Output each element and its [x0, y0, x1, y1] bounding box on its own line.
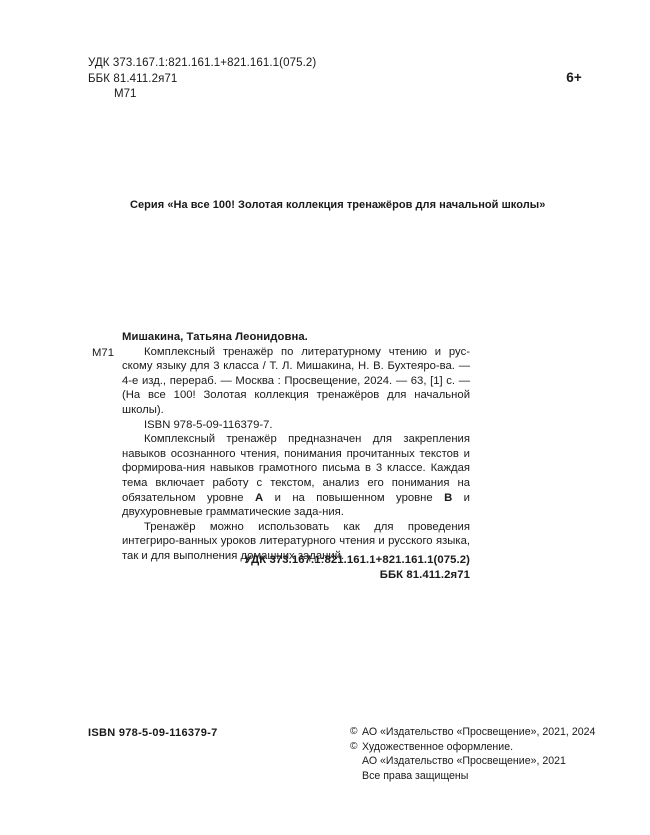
record-description: Комплексный тренажёр по литературному чтению и рус-скому языку для 3 класса / Т. Л. Мишакина, Н. В. Бухтеяро-ва. — 4-е изд., перераб. — Москва : Просвещение, 2024. — 63, [1] с. — (На все 100! Золотая коллекция тренажёров для начальной школы).	[122, 345, 470, 416]
copyright-row-2	[350, 740, 595, 755]
copyright-icon: ©	[350, 726, 358, 737]
shelfmark-top: М71	[114, 88, 137, 100]
annotation-text-part3: и двухуровневые грамматические зада-ния.	[122, 491, 470, 519]
series-line: Серия «На все 100! Золотая коллекция тренажёров для начальной школы»	[130, 199, 546, 211]
bbk-code-repeat: ББК 81.411.2я71	[379, 569, 470, 581]
copyright-block	[350, 725, 595, 783]
annotation-paragraph-2: Тренажёр можно использовать как для проведения интегриро-ванных уроков литературного чтения и русского языка, так и для выполнения домашних заданий.	[122, 520, 470, 562]
annotation-text-part2: и на повышенном уровне	[263, 491, 445, 504]
classification-repeat	[122, 553, 470, 583]
copyright-icon-2: ©	[350, 740, 358, 752]
footer-isbn: ISBN 978-5-09-116379-7	[88, 727, 218, 739]
copyright-row-1	[350, 725, 595, 740]
classification-header	[88, 56, 568, 103]
bbk-code: ББК 81.411.2я71	[88, 72, 178, 85]
copyright-text-4: Все права защищены	[362, 769, 469, 782]
bibliographic-record	[92, 330, 470, 564]
udk-code: УДК 373.167.1:821.161.1+821.161.1(075.2)	[88, 57, 317, 69]
shelfmark-record: М71	[92, 347, 114, 359]
author-name: Мишакина, Татьяна Леонидовна.	[122, 331, 308, 343]
level-marker-b: В	[444, 491, 453, 504]
record-isbn: ISBN 978-5-09-116379-7.	[144, 418, 273, 431]
age-rating-badge: 6+	[566, 70, 582, 85]
copyright-text-2: Художественное оформление.	[362, 740, 514, 753]
annotation-paragraph-1	[122, 432, 470, 520]
copyright-text-3: АО «Издательство «Просвещение», 2021	[362, 755, 566, 768]
copyright-text-1: АО «Издательство «Просвещение», 2021, 2024	[362, 726, 596, 738]
level-marker-a: А	[255, 491, 264, 504]
udk-code-repeat: УДК 373.167.1:821.161.1+821.161.1(075.2)	[244, 554, 470, 566]
annotation-text-part1: Комплексный тренажёр предназначен для закрепления навыков осознанного чтения, понимания прочитанных текстов и формирова-ния навыков грамотного письма в 3 классе. Каждая тема включает работу с текстом, анализ его понимания на обязательном уровне	[122, 433, 470, 504]
